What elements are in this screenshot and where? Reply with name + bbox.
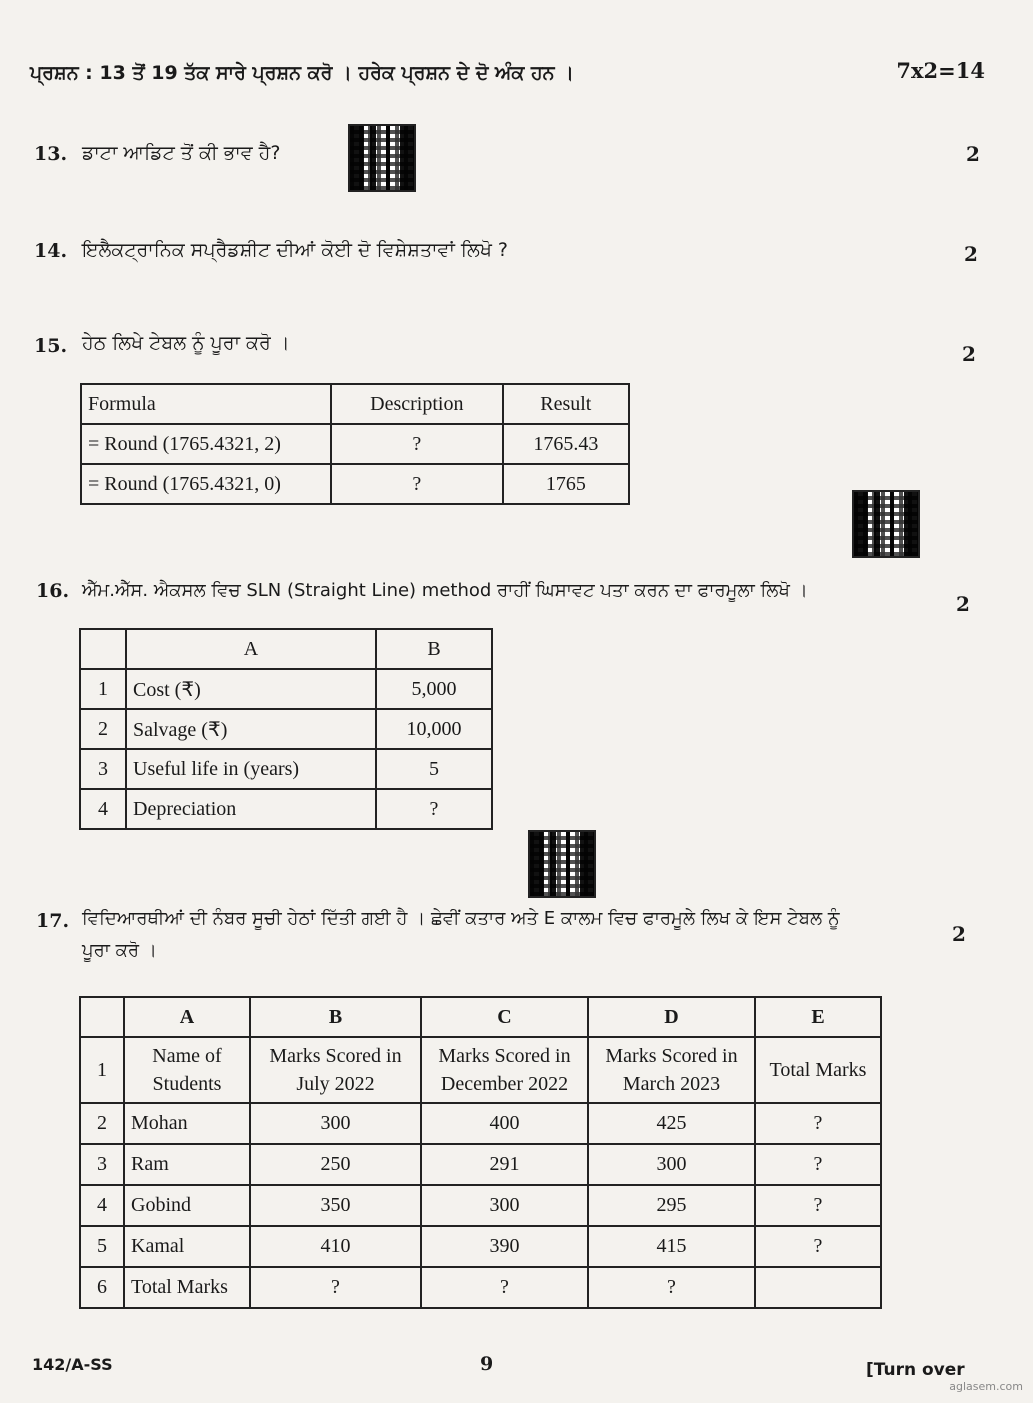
row-number: 6 xyxy=(80,1267,124,1308)
table-cell: Total Marks xyxy=(755,1037,881,1103)
table-cell: Salvage (₹) xyxy=(126,709,376,749)
row-number: 3 xyxy=(80,1144,124,1185)
table-header-cell: Description xyxy=(331,384,503,424)
q15-number: 15. xyxy=(34,335,68,357)
table-row xyxy=(80,1144,881,1185)
table-cell: 300 xyxy=(250,1103,421,1144)
table-row xyxy=(80,789,492,829)
table-cell: 1765 xyxy=(503,464,629,504)
table-cell: 1765.43 xyxy=(503,424,629,464)
table-cell: Cost (₹) xyxy=(126,669,376,709)
table-cell: Useful life in (years) xyxy=(126,749,376,789)
table-cell: 390 xyxy=(421,1226,588,1267)
table-cell: ? xyxy=(755,1185,881,1226)
q13-marks: 2 xyxy=(966,142,980,166)
table-cell: 5,000 xyxy=(376,669,492,709)
watermark: aglasem.com xyxy=(949,1380,1023,1393)
table-cell: Ram xyxy=(124,1144,250,1185)
q16-table xyxy=(79,628,493,830)
q16-marks: 2 xyxy=(956,592,970,616)
table-cell: ? xyxy=(588,1267,755,1308)
table-cell: Marks Scored in March 2023 xyxy=(588,1037,755,1103)
table-row xyxy=(80,749,492,789)
q17-text-line1: ਵਿਦਿਆਰਥੀਆਂ ਦੀ ਨੰਬਰ ਸੂਚੀ ਹੇਠਾਂ ਦਿੱਤੀ ਗਈ ਹੈ । ਛੇਵੀਂ ਕਤਾਰ ਅਤੇ E ਕਾਲਮ ਵਿਚ ਫਾਰਮੂਲੇ ਲਿਖ ਕੇ ਇਸ ਟੇਬਲ ਨੂੰ xyxy=(82,908,840,929)
q13-text: ਡਾਟਾ ਆਡਿਟ ਤੋਂ ਕੀ ਭਾਵ ਹੈ? xyxy=(82,142,281,164)
q15-marks: 2 xyxy=(962,342,976,366)
q17-text-line2: ਪੂਰਾ ਕਰੋ । xyxy=(82,940,157,961)
table-cell: 400 xyxy=(421,1103,588,1144)
row-number: 4 xyxy=(80,789,126,829)
table-header-cell: A xyxy=(126,629,376,669)
row-number: 4 xyxy=(80,1185,124,1226)
q16-number: 16. xyxy=(36,580,70,602)
table-row xyxy=(80,1267,881,1308)
table-cell: ? xyxy=(755,1144,881,1185)
row-number: 2 xyxy=(80,1103,124,1144)
page-number: 9 xyxy=(480,1353,494,1375)
table-cell: 291 xyxy=(421,1144,588,1185)
table-cell: Total Marks xyxy=(124,1267,250,1308)
table-cell xyxy=(80,629,126,669)
table-cell: ? xyxy=(755,1103,881,1144)
table-header-cell xyxy=(80,997,124,1037)
table-row xyxy=(81,384,629,424)
table-cell: 300 xyxy=(421,1185,588,1226)
q13-number: 13. xyxy=(34,143,68,165)
row-number: 2 xyxy=(80,709,126,749)
table-cell: ? xyxy=(331,464,503,504)
table-header-cell: Formula xyxy=(81,384,331,424)
q17-table xyxy=(79,996,882,1309)
table-cell xyxy=(755,1267,881,1308)
q16-text: ਐੱਮ.ਐੱਸ. ਐਕਸਲ ਵਿਚ SLN (Straight Line) method ਰਾਹੀਂ ਘਿਸਾਵਟ ਪਤਾ ਕਰਨ ਦਾ ਫਾਰਮੂਲਾ ਲਿਖੋ । xyxy=(82,580,808,601)
table-cell: 415 xyxy=(588,1226,755,1267)
table-row xyxy=(80,1103,881,1144)
table-header-cell: A xyxy=(124,997,250,1037)
total-marks: 7x2=14 xyxy=(896,58,985,83)
q15-table xyxy=(80,383,630,505)
table-header-cell: E xyxy=(755,997,881,1037)
table-cell: = Round (1765.4321, 0) xyxy=(81,464,331,504)
row-number: 1 xyxy=(80,1037,124,1103)
table-cell: Gobind xyxy=(124,1185,250,1226)
table-row xyxy=(81,424,629,464)
table-row xyxy=(80,997,881,1037)
q14-marks: 2 xyxy=(964,242,978,266)
table-cell: Depreciation xyxy=(126,789,376,829)
section-instruction: ਪ੍ਰਸ਼ਨ : 13 ਤੋਂ 19 ਤੱਕ ਸਾਰੇ ਪ੍ਰਸ਼ਨ ਕਰੋ । ਹਰੇਕ ਪ੍ਰਸ਼ਨ ਦੇ ਦੋ ਅੰਕ ਹਨ । xyxy=(30,62,574,84)
table-cell: 10,000 xyxy=(376,709,492,749)
table-cell: 250 xyxy=(250,1144,421,1185)
q17-marks: 2 xyxy=(952,922,966,946)
table-row xyxy=(80,1226,881,1267)
table-header-cell: Result xyxy=(503,384,629,424)
qr-code-icon xyxy=(854,492,918,556)
table-cell: 5 xyxy=(376,749,492,789)
table-cell: Marks Scored in July 2022 xyxy=(250,1037,421,1103)
table-header-cell: D xyxy=(588,997,755,1037)
table-cell: ? xyxy=(331,424,503,464)
q14-text: ਇਲੈਕਟ੍ਰਾਨਿਕ ਸਪ੍ਰੈਡਸ਼ੀਟ ਦੀਆਂ ਕੋਈ ਦੋ ਵਿਸ਼ੇਸ਼ਤਾਵਾਂ ਲਿਖੋ ? xyxy=(82,239,508,261)
table-cell: ? xyxy=(755,1226,881,1267)
paper-code: 142/A-SS xyxy=(32,1355,113,1374)
table-cell: ? xyxy=(421,1267,588,1308)
row-number: 5 xyxy=(80,1226,124,1267)
table-cell: Marks Scored in December 2022 xyxy=(421,1037,588,1103)
table-row xyxy=(80,1185,881,1226)
table-cell: Name of Students xyxy=(124,1037,250,1103)
turn-over-note: [Turn over xyxy=(866,1360,965,1380)
q15-text: ਹੇਠ ਲਿਖੇ ਟੇਬਲ ਨੂੰ ਪੂਰਾ ਕਰੋ । xyxy=(82,332,290,354)
table-header-cell: B xyxy=(376,629,492,669)
table-cell: 350 xyxy=(250,1185,421,1226)
table-header-cell: C xyxy=(421,997,588,1037)
row-number: 1 xyxy=(80,669,126,709)
q14-number: 14. xyxy=(34,240,68,262)
table-cell: 300 xyxy=(588,1144,755,1185)
table-cell: Kamal xyxy=(124,1226,250,1267)
row-number: 3 xyxy=(80,749,126,789)
qr-code-icon xyxy=(350,126,414,190)
table-row xyxy=(81,464,629,504)
table-cell: 425 xyxy=(588,1103,755,1144)
table-row xyxy=(80,629,492,669)
table-cell: = Round (1765.4321, 2) xyxy=(81,424,331,464)
table-row xyxy=(80,669,492,709)
table-cell: 410 xyxy=(250,1226,421,1267)
table-row xyxy=(80,709,492,749)
table-cell: 295 xyxy=(588,1185,755,1226)
table-cell: ? xyxy=(376,789,492,829)
table-header-cell: B xyxy=(250,997,421,1037)
table-row xyxy=(80,1037,881,1103)
table-cell: ? xyxy=(250,1267,421,1308)
qr-code-icon xyxy=(530,832,594,896)
q17-number: 17. xyxy=(36,910,70,932)
table-cell: Mohan xyxy=(124,1103,250,1144)
